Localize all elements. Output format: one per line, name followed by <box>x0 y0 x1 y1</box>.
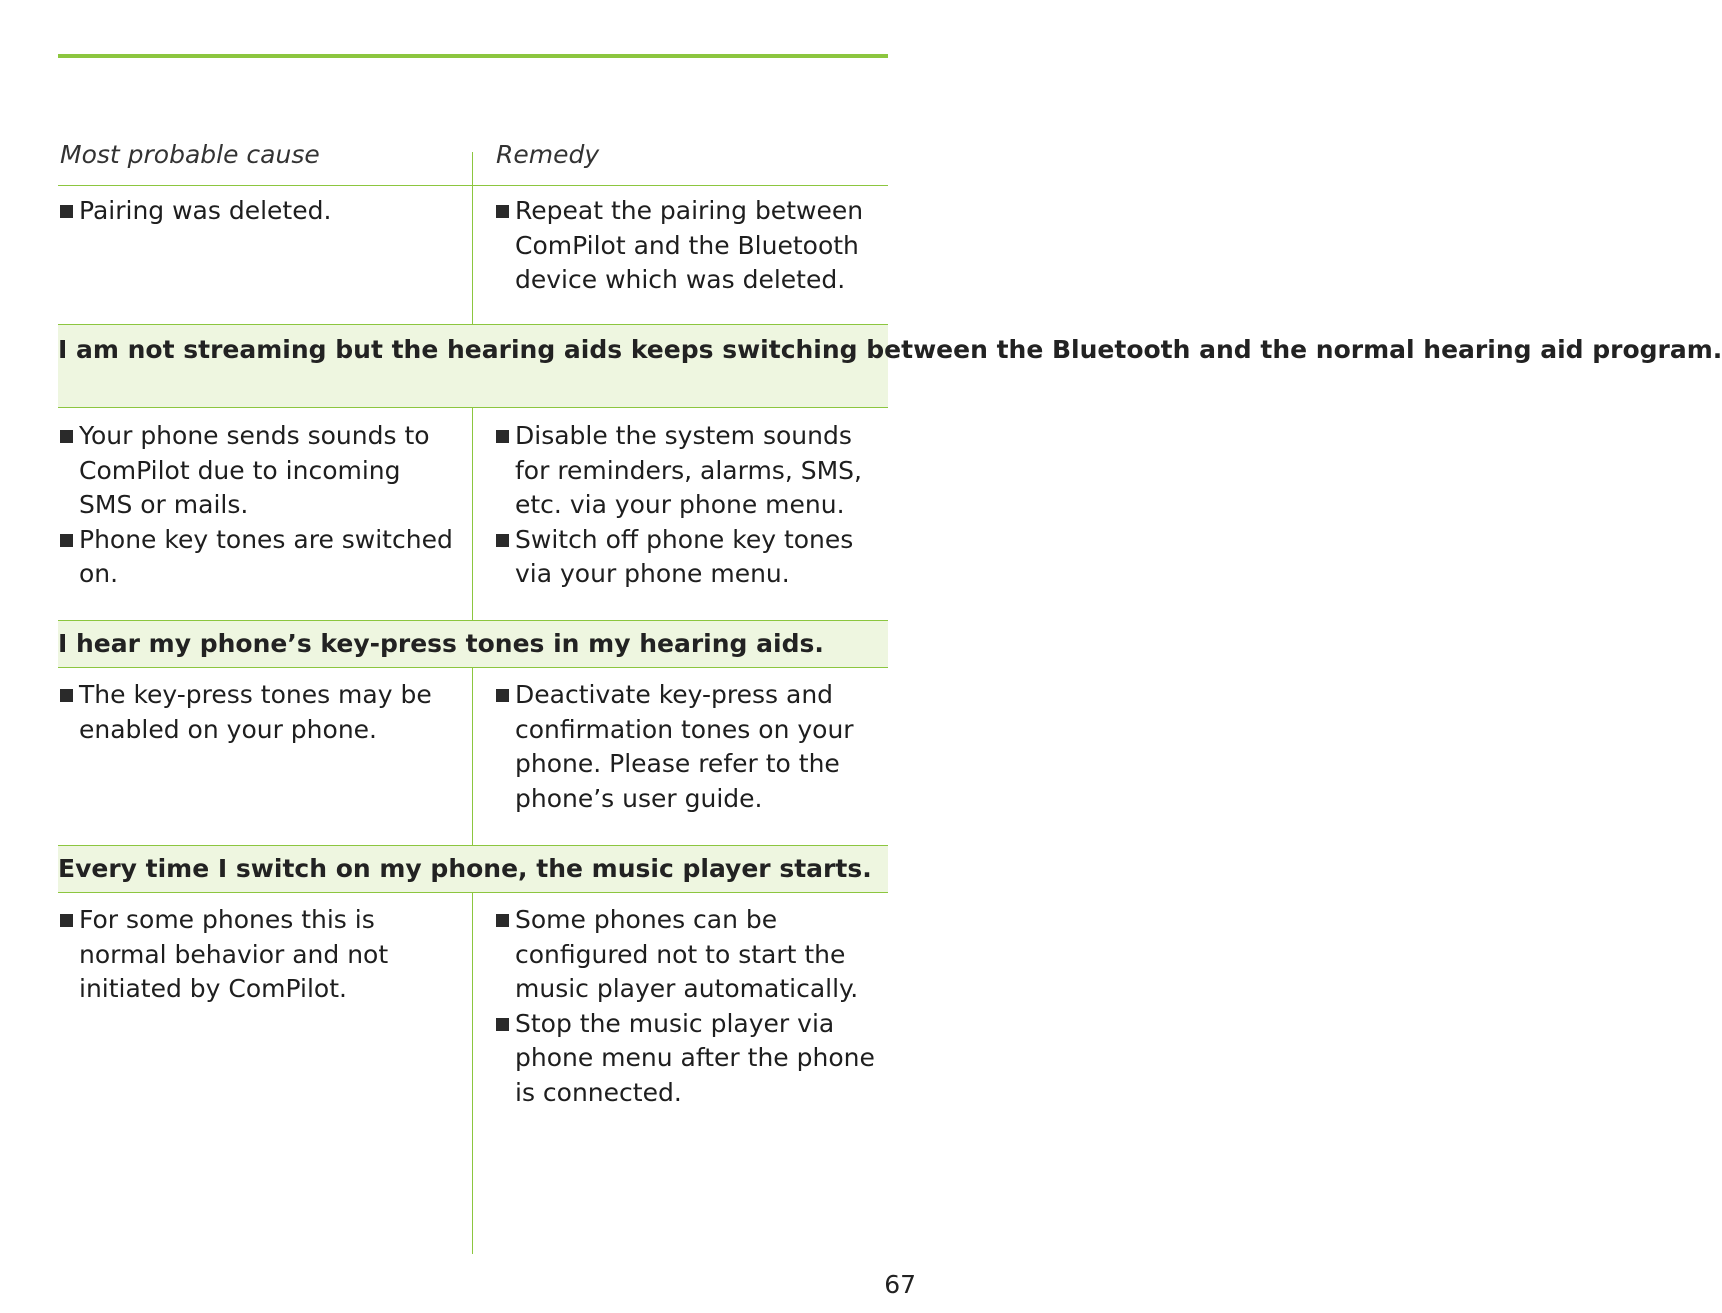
page-number: 67 <box>884 1270 916 1299</box>
remedy-cell <box>494 194 886 298</box>
problem-title: Every time I switch on my phone, the music player starts. <box>58 854 872 883</box>
remedy-cell <box>494 419 886 592</box>
column-divider <box>472 152 473 324</box>
remedy-item: Switch off phone key tones via your phone menu. <box>494 523 886 592</box>
cause-item: For some phones this is normal behavior and not initiated by ComPilot. <box>58 903 458 1007</box>
problem-title: I hear my phone’s key-press tones in my hearing aids. <box>58 629 824 658</box>
problem-title: I am not streaming but the hearing aids keeps switching between the Bluetooth and the normal hearing aid program. <box>58 335 1722 364</box>
remedy-item: Stop the music player via phone menu after the phone is connected. <box>494 1007 886 1111</box>
cause-item: Phone key tones are switched on. <box>58 523 458 592</box>
column-divider <box>472 408 473 620</box>
remedy-cell <box>494 678 886 816</box>
column-divider <box>472 892 473 1254</box>
remedy-cell <box>494 903 886 1110</box>
cause-item: Pairing was deleted. <box>58 194 458 229</box>
remedy-item: Disable the system sounds for reminders, alarms, SMS, etc. via your phone menu. <box>494 419 886 523</box>
cause-cell <box>58 419 458 592</box>
header-rule <box>58 185 888 186</box>
remedy-item: Some phones can be configured not to start the music player automatically. <box>494 903 886 1007</box>
header-remedy: Remedy <box>496 140 600 169</box>
cause-item: Your phone sends sounds to ComPilot due to incoming SMS or mails. <box>58 419 458 523</box>
remedy-item: Repeat the pairing between ComPilot and the Bluetooth device which was deleted. <box>494 194 886 298</box>
header-cause: Most probable cause <box>60 140 320 169</box>
remedy-item: Deactivate key-press and confirmation tones on your phone. Please refer to the phone’s user guide. <box>494 678 886 816</box>
column-divider <box>472 667 473 845</box>
cause-cell <box>58 194 458 229</box>
cause-item: The key-press tones may be enabled on your phone. <box>58 678 458 747</box>
cause-cell <box>58 903 458 1007</box>
top-accent-rule <box>58 54 888 58</box>
cause-cell <box>58 678 458 747</box>
